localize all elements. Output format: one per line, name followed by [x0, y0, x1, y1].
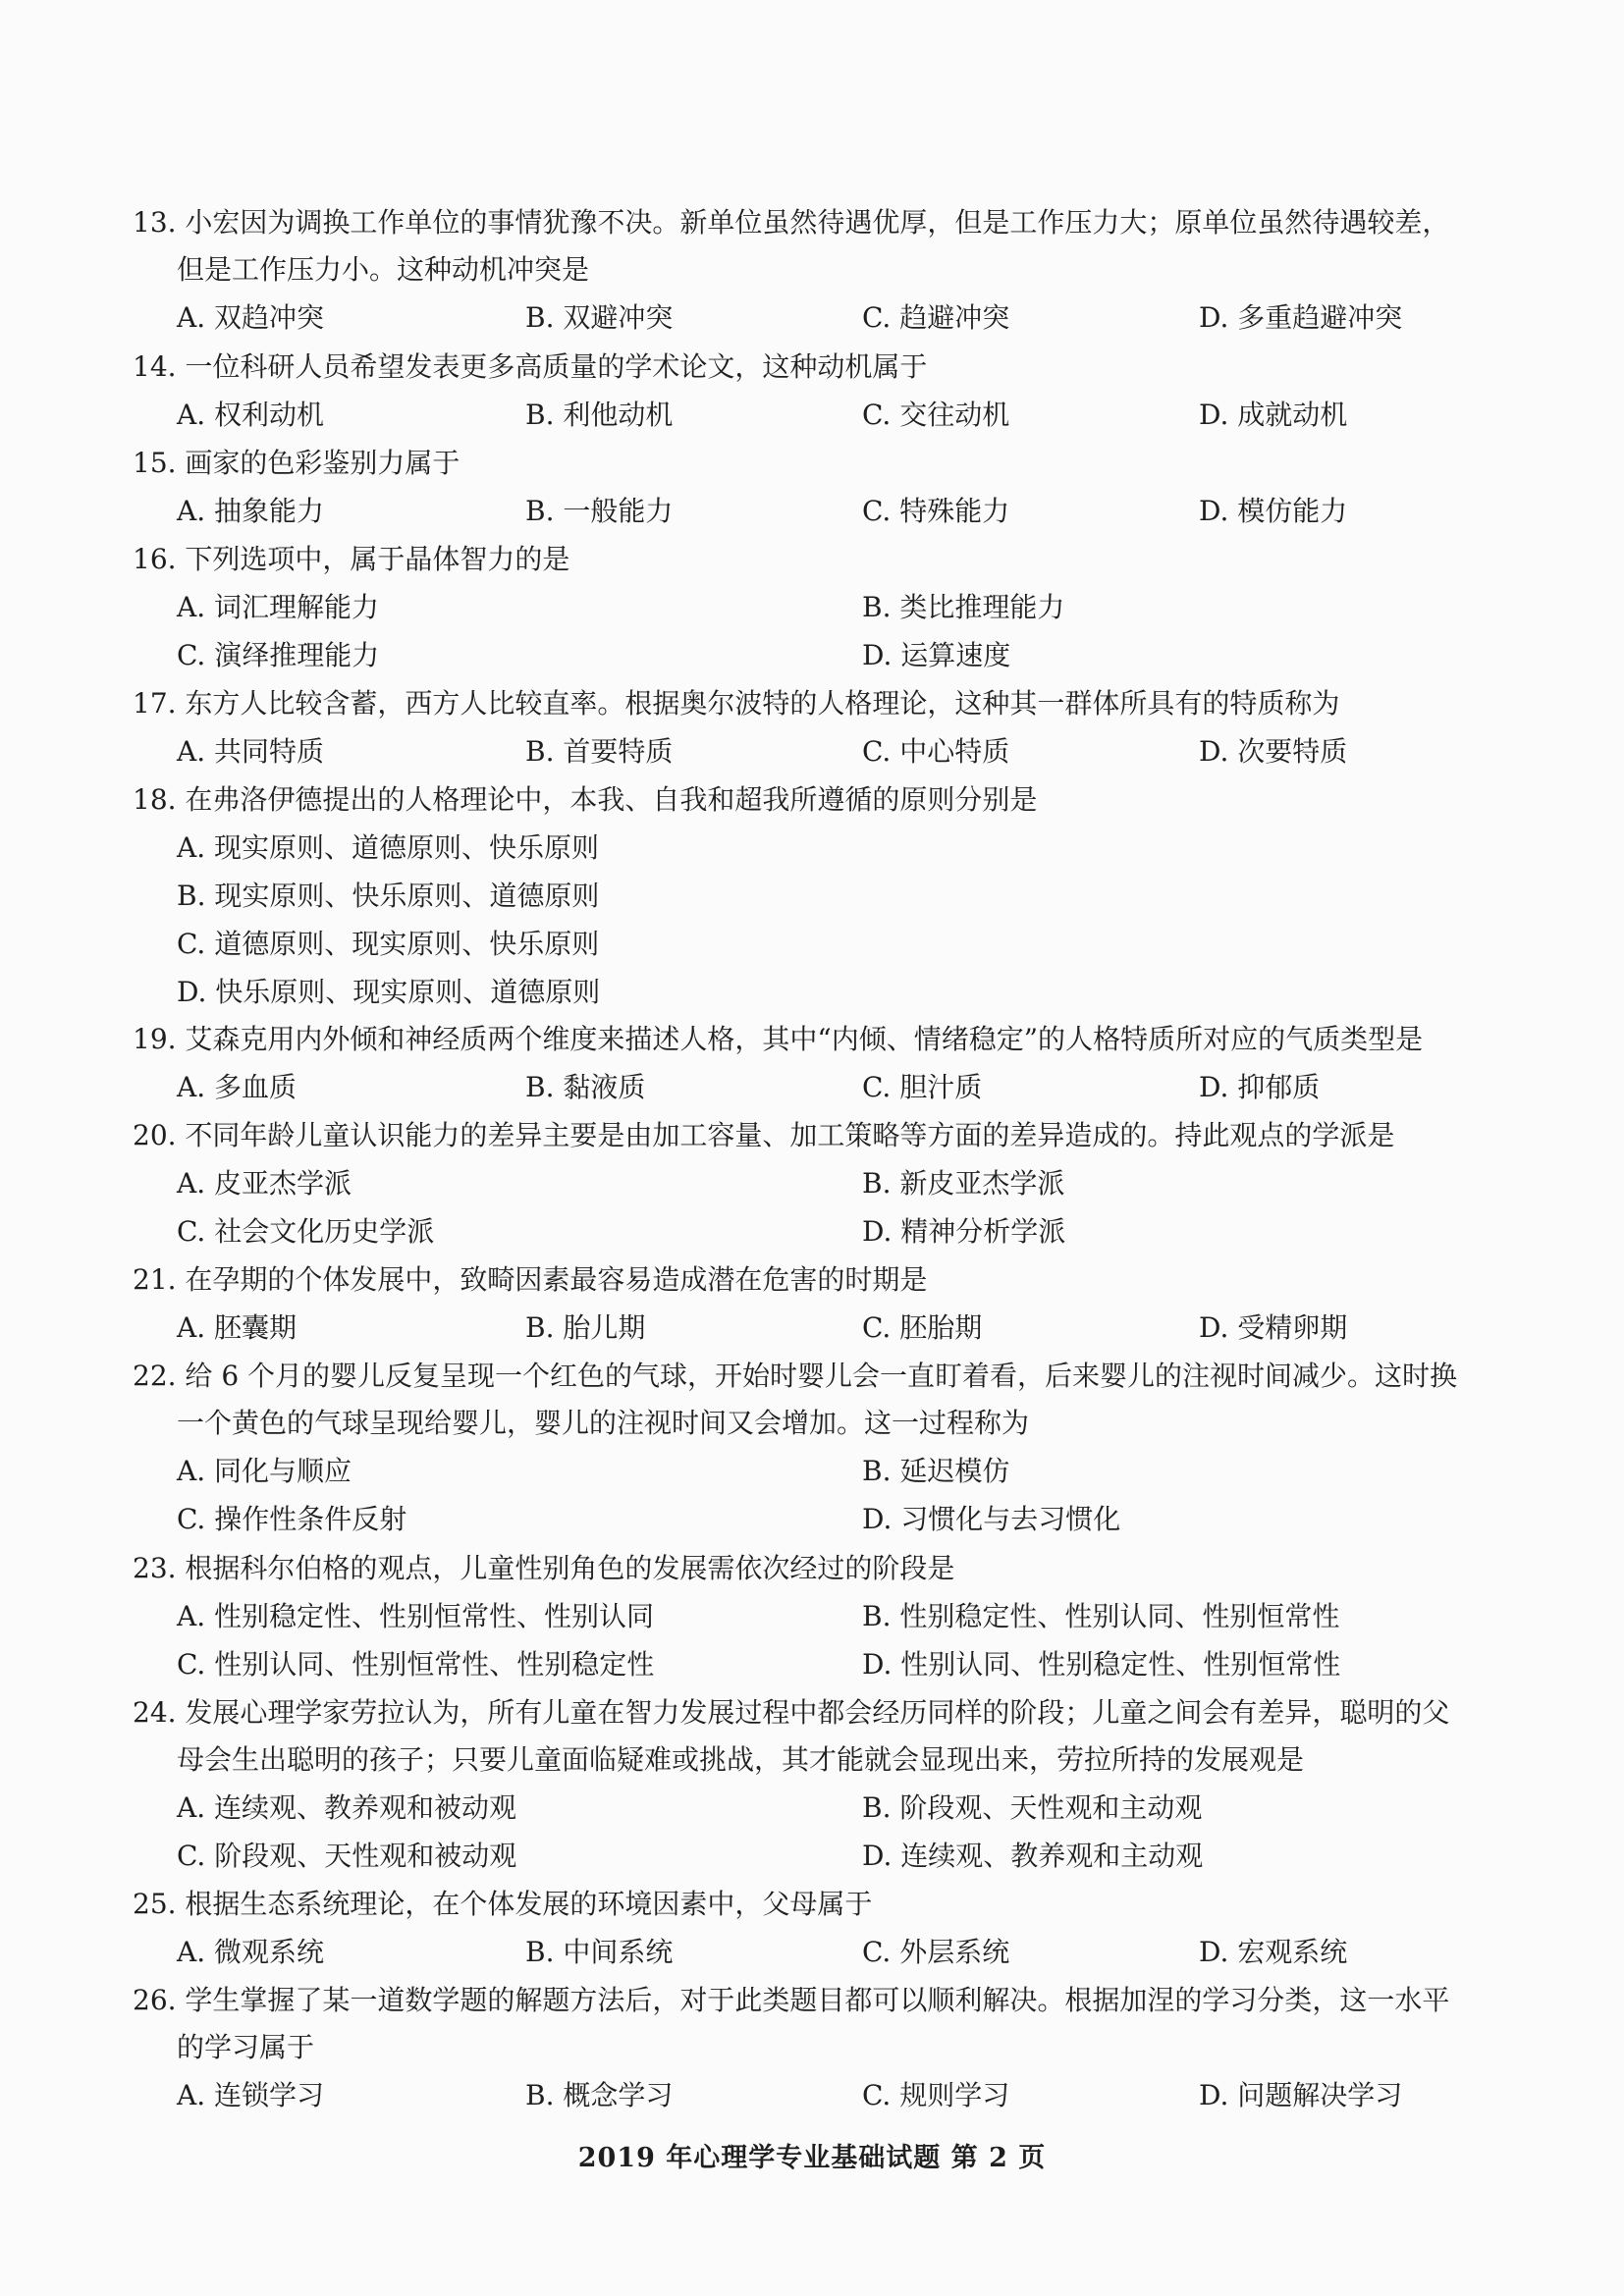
option-c: C. 胚胎期	[862, 1311, 983, 1344]
question-24	[133, 1689, 1507, 1880]
options-row	[133, 1640, 1507, 1688]
option-d: D. 精神分析学派	[862, 1215, 1066, 1248]
option-d: D. 问题解决学习	[1199, 2079, 1403, 2111]
option-a: A. 皮亚杰学派	[177, 1167, 352, 1200]
options-row	[133, 1159, 1507, 1207]
option-b: B. 概念学习	[525, 2079, 674, 2111]
option-b: B. 延迟模仿	[862, 1455, 1010, 1487]
question-19	[133, 1016, 1507, 1111]
option-c: C. 特殊能力	[862, 495, 1010, 527]
option-d: D. 受精卵期	[1199, 1311, 1348, 1344]
option-c: C. 趋避冲突	[862, 301, 1010, 334]
option-c: C. 社会文化历史学派	[177, 1215, 435, 1248]
option-c: C. 交往动机	[862, 399, 1010, 431]
option-d: D. 连续观、教养观和主动观	[862, 1840, 1204, 1872]
options-row	[133, 1592, 1507, 1640]
options-row	[133, 1063, 1507, 1111]
question-25	[133, 1881, 1507, 1976]
option-a: A. 词汇理解能力	[177, 591, 380, 623]
options-row	[133, 1447, 1507, 1495]
question-stem: 一个黄色的气球呈现给婴儿，婴儿的注视时间又会增加。这一过程称为	[177, 1407, 1030, 1439]
option-b: B. 胎儿期	[525, 1311, 646, 1344]
option-d: D. 模仿能力	[1199, 495, 1348, 527]
question-26	[133, 1977, 1507, 2119]
question-stem: 23. 根据科尔伯格的观点，儿童性别角色的发展需依次经过的阶段是	[133, 1552, 955, 1584]
option-row	[133, 872, 1507, 920]
options-row	[133, 1832, 1507, 1880]
option-d: D. 宏观系统	[1199, 1936, 1348, 1968]
option-b: B. 阶段观、天性观和主动观	[862, 1791, 1203, 1824]
options-row	[133, 487, 1507, 535]
option-b: B. 双避冲突	[525, 301, 674, 334]
question-stem: 22. 给 6 个月的婴儿反复呈现一个红色的气球，开始时婴儿会一直盯着看，后来婴儿的注视时间减少。这时换	[133, 1360, 1458, 1392]
option-c: C. 中心特质	[862, 735, 1010, 768]
options-row	[133, 631, 1507, 679]
options-row	[133, 391, 1507, 439]
option-a: A. 现实原则、道德原则、快乐原则	[177, 831, 600, 864]
option-d: D. 成就动机	[1199, 399, 1348, 431]
question-stem: 18. 在弗洛伊德提出的人格理论中，本我、自我和超我所遵循的原则分别是	[133, 783, 1038, 816]
options-row	[133, 1207, 1507, 1255]
question-stem: 母会生出聪明的孩子；只要儿童面临疑难或挑战，其才能就会显现出来，劳拉所持的发展观是	[177, 1743, 1305, 1776]
option-c: C. 胆汁质	[862, 1071, 983, 1103]
options-row	[133, 727, 1507, 775]
option-b: B. 性别稳定性、性别认同、性别恒常性	[862, 1600, 1340, 1632]
option-c: C. 外层系统	[862, 1936, 1010, 1968]
option-b: B. 新皮亚杰学派	[862, 1167, 1065, 1200]
option-d: D. 习惯化与去习惯化	[862, 1503, 1121, 1535]
option-b: B. 黏液质	[525, 1071, 646, 1103]
question-stem: 但是工作压力小。这种动机冲突是	[177, 253, 590, 286]
option-d: D. 运算速度	[862, 639, 1011, 671]
option-c: C. 阶段观、天性观和被动观	[177, 1840, 517, 1872]
option-row	[133, 968, 1507, 1016]
question-20	[133, 1112, 1507, 1255]
option-a: A. 共同特质	[177, 735, 325, 768]
question-23	[133, 1545, 1507, 1688]
question-stem: 21. 在孕期的个体发展中，致畸因素最容易造成潜在危害的时期是	[133, 1263, 928, 1296]
option-c: C. 演绎推理能力	[177, 639, 380, 671]
option-a: A. 双趋冲突	[177, 301, 325, 334]
option-a: A. 权利动机	[177, 399, 325, 431]
question-13	[133, 199, 1507, 342]
option-b: B. 一般能力	[525, 495, 674, 527]
option-c: C. 性别认同、性别恒常性、性别稳定性	[177, 1648, 655, 1681]
question-stem: 20. 不同年龄儿童认识能力的差异主要是由加工容量、加工策略等方面的差异造成的。持此观点的学派是	[133, 1119, 1395, 1151]
option-d: D. 抑郁质	[1199, 1071, 1321, 1103]
option-row	[133, 824, 1507, 872]
options-row	[133, 2071, 1507, 2119]
options-row	[133, 1784, 1507, 1832]
question-stem: 24. 发展心理学家劳拉认为，所有儿童在智力发展过程中都会经历同样的阶段；儿童之间会有差异，聪明的父	[133, 1696, 1450, 1729]
option-a: A. 微观系统	[177, 1936, 325, 1968]
option-a: A. 连锁学习	[177, 2079, 325, 2111]
option-d: D. 性别认同、性别稳定性、性别恒常性	[862, 1648, 1341, 1681]
question-stem: 19. 艾森克用内外倾和神经质两个维度来描述人格，其中“内倾、情绪稳定”的人格特质所对应的气质类型是	[133, 1023, 1424, 1055]
option-a: A. 抽象能力	[177, 495, 325, 527]
option-c: C. 操作性条件反射	[177, 1503, 407, 1535]
question-stem: 13. 小宏因为调换工作单位的事情犹豫不决。新单位虽然待遇优厚，但是工作压力大；原单位虽然待遇较差，	[133, 206, 1450, 239]
question-stem: 14. 一位科研人员希望发表更多高质量的学术论文，这种动机属于	[133, 350, 928, 383]
question-15	[133, 440, 1507, 535]
option-b: B. 中间系统	[525, 1936, 674, 1968]
question-22	[133, 1353, 1507, 1543]
question-16	[133, 536, 1507, 679]
question-14	[133, 344, 1507, 439]
option-a: A. 多血质	[177, 1071, 298, 1103]
option-d: D. 快乐原则、现实原则、道德原则	[177, 976, 601, 1008]
option-d: D. 多重趋避冲突	[1199, 301, 1403, 334]
option-a: A. 同化与顺应	[177, 1455, 352, 1487]
options-row	[133, 1928, 1507, 1976]
option-a: A. 性别稳定性、性别恒常性、性别认同	[177, 1600, 655, 1632]
option-b: B. 类比推理能力	[862, 591, 1065, 623]
question-stem: 15. 画家的色彩鉴别力属于	[133, 447, 460, 479]
option-c: C. 规则学习	[862, 2079, 1010, 2111]
options-row	[133, 1304, 1507, 1352]
option-a: A. 胚囊期	[177, 1311, 298, 1344]
options-row	[133, 1495, 1507, 1543]
options-row	[133, 583, 1507, 631]
question-stem: 16. 下列选项中，属于晶体智力的是	[133, 543, 570, 575]
page-footer: 2019 年心理学专业基础试题 第 2 页	[577, 2143, 1047, 2173]
option-a: A. 连续观、教养观和被动观	[177, 1791, 517, 1824]
question-stem: 25. 根据生态系统理论，在个体发展的环境因素中，父母属于	[133, 1888, 873, 1920]
question-stem: 的学习属于	[177, 2031, 315, 2063]
question-stem: 17. 东方人比较含蓄，西方人比较直率。根据奥尔波特的人格理论，这种其一群体所具有的特质称为	[133, 687, 1340, 720]
option-c: C. 道德原则、现实原则、快乐原则	[177, 928, 600, 960]
option-b: B. 利他动机	[525, 399, 674, 431]
question-stem: 26. 学生掌握了某一道数学题的解题方法后，对于此类题目都可以顺利解决。根据加涅的学习分类，这一水平	[133, 1984, 1450, 2016]
option-d: D. 次要特质	[1199, 735, 1348, 768]
question-17	[133, 680, 1507, 775]
option-b: B. 现实原则、快乐原则、道德原则	[177, 880, 600, 912]
question-18	[133, 776, 1507, 1016]
question-21	[133, 1256, 1507, 1352]
option-b: B. 首要特质	[525, 735, 674, 768]
option-row	[133, 920, 1507, 968]
options-row	[133, 294, 1507, 342]
